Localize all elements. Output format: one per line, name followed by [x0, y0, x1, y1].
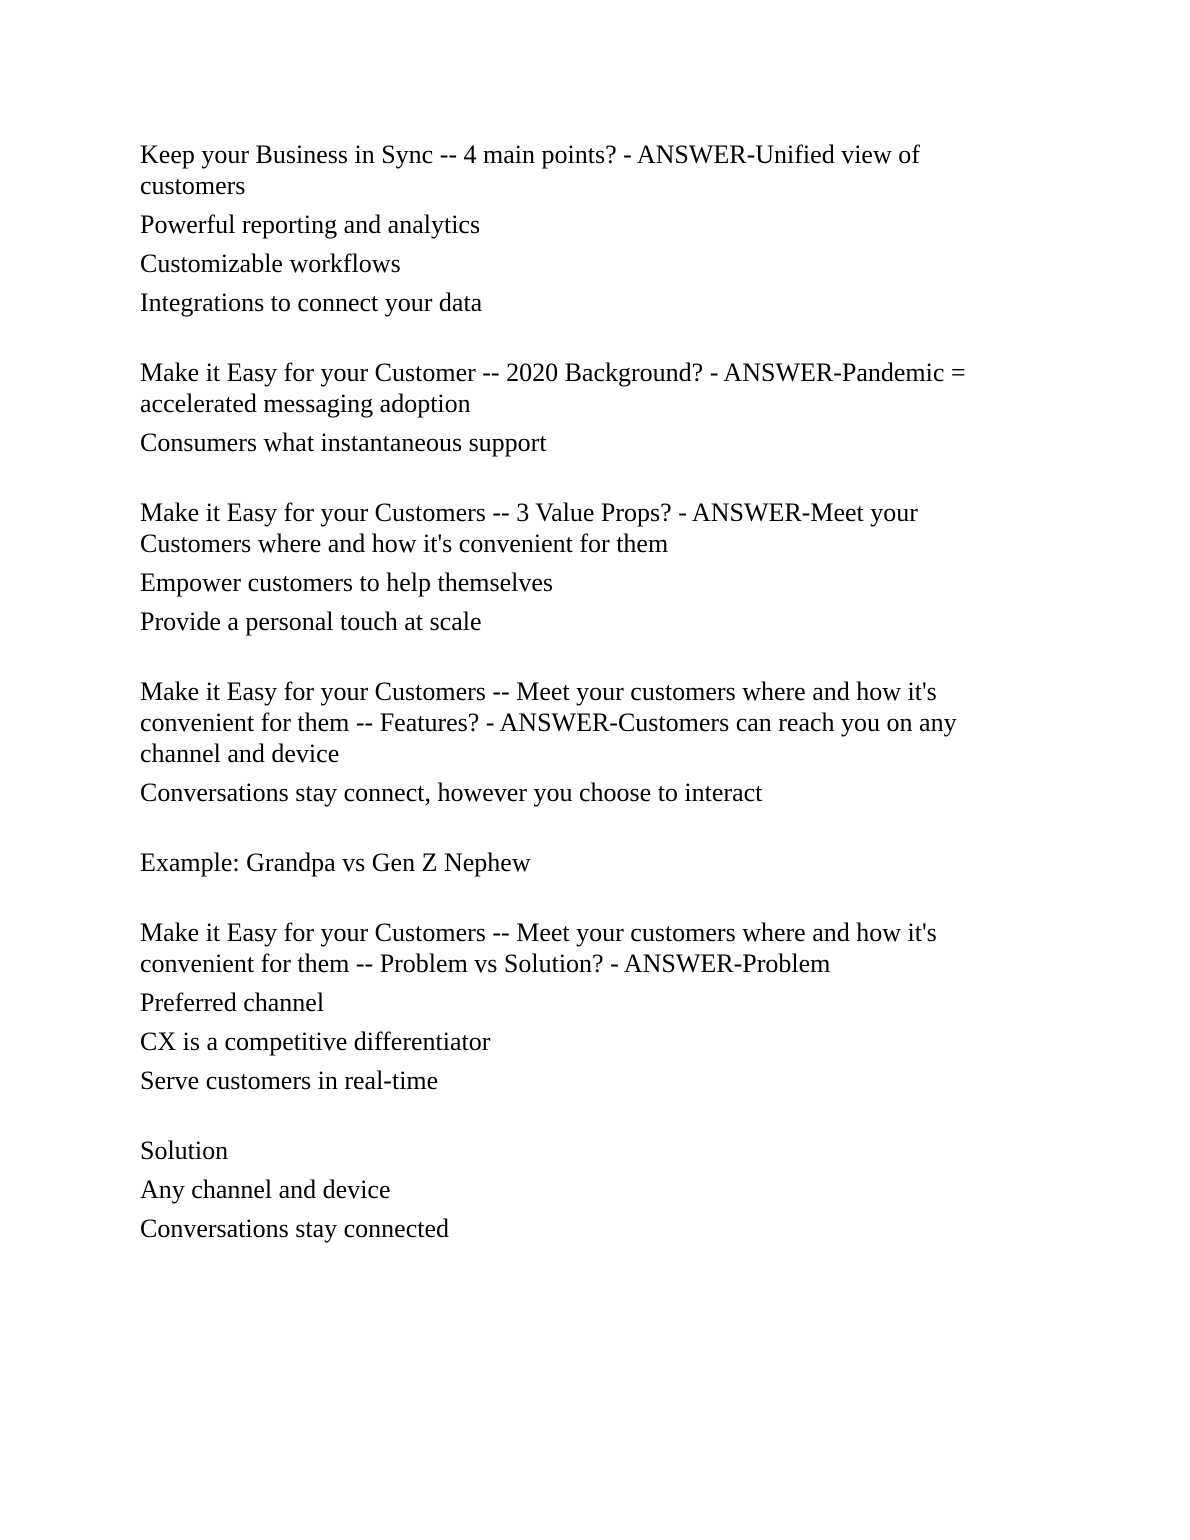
answer-line: CX is a competitive differentiator: [140, 1027, 491, 1056]
question-answer-line: Make it Easy for your Customers -- Meet your customers where and how it's convenient for them -- Problem vs Solution? - ANSWER-Problem: [140, 918, 937, 978]
example-section: [140, 847, 1030, 878]
question-answer-line: Make it Easy for your Customers -- Meet your customers where and how it's convenient for them -- Features? - ANSWER-Customers can reach you on any channel and device: [140, 677, 957, 768]
qa-section-business-sync: [140, 139, 1030, 318]
document-body: [140, 139, 1030, 1252]
answer-line: Serve customers in real-time: [140, 1066, 439, 1095]
question-answer-line: Make it Easy for your Customers -- 3 Value Props? - ANSWER-Meet your Customers where and how it's convenient for them: [140, 498, 918, 558]
qa-section-value-props: [140, 497, 1030, 637]
question-answer-line: Make it Easy for your Customer -- 2020 Background? - ANSWER-Pandemic = accelerated messaging adoption: [140, 358, 966, 418]
answer-line: Powerful reporting and analytics: [140, 210, 481, 239]
question-answer-line: Keep your Business in Sync -- 4 main points? - ANSWER-Unified view of customers: [140, 140, 920, 200]
solution-section: [140, 1135, 1030, 1244]
example-line: Example: Grandpa vs Gen Z Nephew: [140, 848, 531, 877]
answer-line: Any channel and device: [140, 1175, 391, 1204]
solution-heading: Solution: [140, 1136, 229, 1165]
qa-section-features: [140, 676, 1030, 808]
answer-line: Conversations stay connected: [140, 1214, 450, 1243]
answer-line: Provide a personal touch at scale: [140, 607, 482, 636]
qa-section-2020-background: [140, 357, 1030, 458]
answer-line: Conversations stay connect, however you choose to interact: [140, 778, 763, 807]
answer-line: Preferred channel: [140, 988, 325, 1017]
answer-line: Customizable workflows: [140, 249, 401, 278]
qa-section-problem-solution: [140, 917, 1030, 1096]
answer-line: Consumers what instantaneous support: [140, 428, 547, 457]
answer-line: Empower customers to help themselves: [140, 568, 554, 597]
answer-line: Integrations to connect your data: [140, 288, 483, 317]
